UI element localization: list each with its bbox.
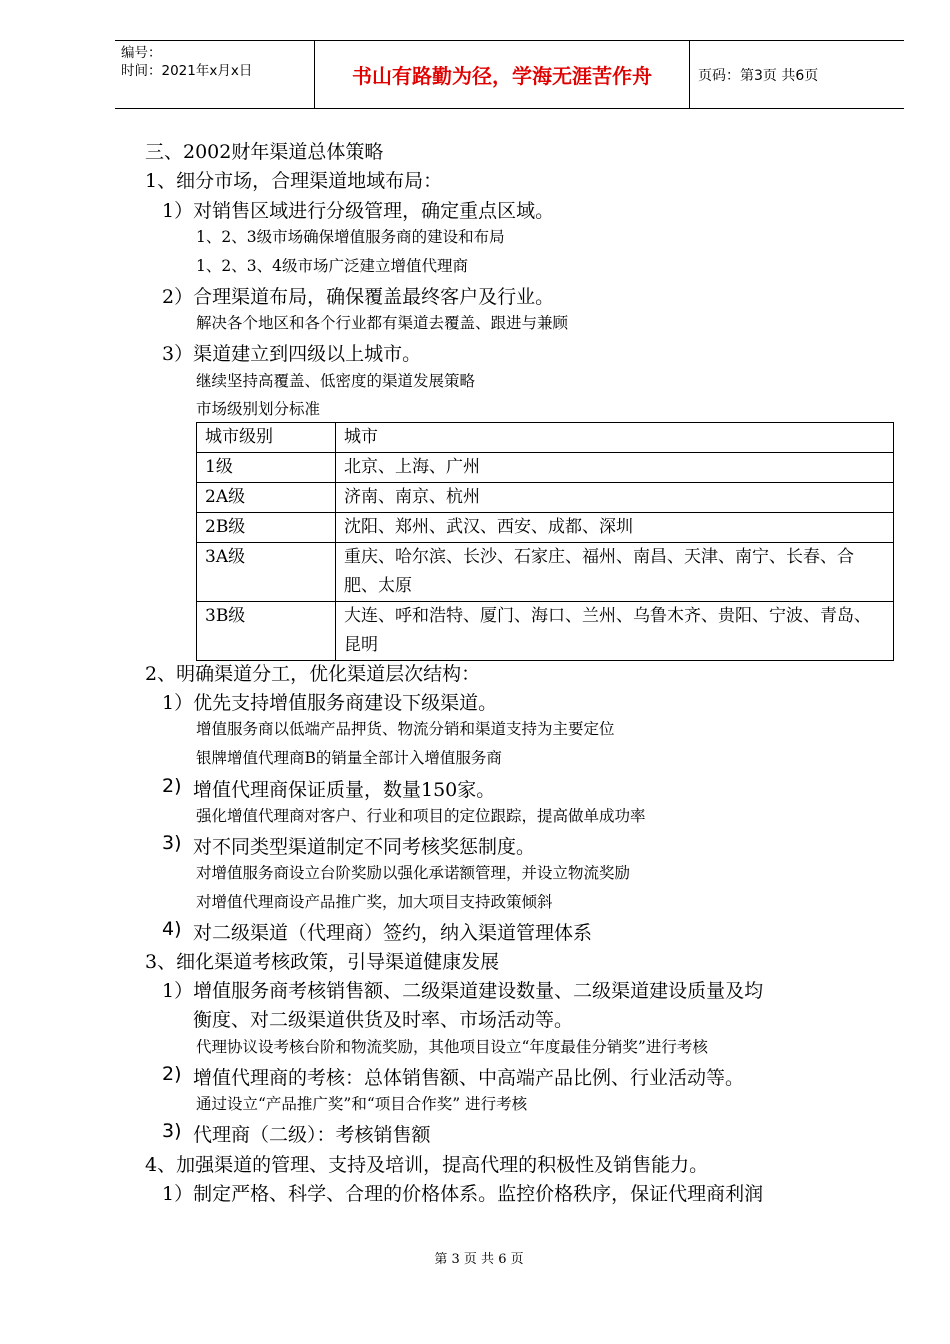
item-2-2-note: 强化增值代理商对客户、行业和项目的定位跟踪，提高做单成功率: [196, 807, 646, 825]
table-header-level: 城市级别: [197, 423, 336, 453]
section-4-heading: 4、加强渠道的管理、支持及培训，提高代理的积极性及销售能力。: [145, 1154, 709, 1176]
item-3-2: 增值代理商的考核：总体销售额、中高端产品比例、行业活动等。: [193, 1067, 745, 1089]
table-cell-cities: 沈阳、郑州、武汉、西安、成都、深圳: [336, 513, 894, 543]
table-cell-cities: 济南、南京、杭州: [336, 483, 894, 513]
table-row: [197, 513, 894, 543]
section-1-heading: 1、细分市场，合理渠道地域布局：: [145, 170, 443, 192]
item-3-1: 1）增值服务商考核销售额、二级渠道建设数量、二级渠道建设质量及均: [162, 980, 764, 1002]
item-3-1-note: 代理协议设考核台阶和物流奖励，其他项目设立“年度最佳分销奖”进行考核: [196, 1038, 708, 1056]
item-3-3: 代理商（二级）：考核销售额: [193, 1124, 431, 1146]
item-1-2-note: 解决各个地区和各个行业都有渠道去覆盖、跟进与兼顾: [196, 314, 569, 332]
item-1-3-note-a: 继续坚持高覆盖、低密度的渠道发展策略: [196, 372, 476, 390]
item-4-1: 1）制定严格、科学、合理的价格体系。监控价格秩序，保证代理商利润: [162, 1183, 764, 1205]
item-2-1-note-a: 增值服务商以低端产品押货、物流分销和渠道支持为主要定位: [196, 720, 615, 738]
table-cell-level: 3B级: [197, 602, 336, 661]
table-cell-level: 2B级: [197, 513, 336, 543]
section-3-heading: 3、细化渠道考核政策，引导渠道健康发展: [145, 951, 500, 973]
table-cell-cities: 北京、上海、广州: [336, 453, 894, 483]
item-3-2-number: 2): [162, 1063, 182, 1085]
item-1-1-note-a: 1、2、3级市场确保增值服务商的建设和布局: [196, 228, 505, 246]
header-meta: [115, 41, 315, 108]
section-2-heading: 2、明确渠道分工，优化渠道层次结构：: [145, 663, 481, 685]
table-header-city: 城市: [336, 423, 894, 453]
item-2-4-number: 4): [162, 918, 182, 940]
item-2-4: 对二级渠道（代理商）签约，纳入渠道管理体系: [193, 922, 593, 944]
table-row: [197, 543, 894, 602]
item-2-1-note-b: 银牌增值代理商B的销量全部计入增值服务商: [196, 749, 502, 767]
item-2-3-note-a: 对增值服务商设立台阶奖励以强化承诺额管理，并设立物流奖励: [196, 864, 631, 882]
item-1-1-note-b: 1、2、3、4级市场广泛建立增值代理商: [196, 257, 468, 275]
item-1-2: 2）合理渠道布局，确保覆盖最终客户及行业。: [162, 286, 555, 308]
header-number: 编号：: [121, 45, 162, 61]
item-1-3-note-b: 市场级别划分标准: [196, 400, 321, 418]
header-page-info: 页码：第3页 共6页: [698, 67, 819, 84]
table-row: [197, 483, 894, 513]
table-cell-cities: 重庆、哈尔滨、长沙、石家庄、福州、南昌、天津、南宁、长春、合肥、太原: [336, 543, 894, 602]
item-1-1: 1）对销售区域进行分级管理，确定重点区域。: [162, 200, 555, 222]
item-2-3: 对不同类型渠道制定不同考核奖惩制度。: [193, 836, 536, 858]
item-3-2-note: 通过设立“产品推广奖”和“项目合作奖” 进行考核: [196, 1095, 528, 1113]
page-footer: 第 3 页 共 6 页: [434, 1252, 524, 1267]
header-motto: 书山有路勤为径，学海无涯苦作舟: [315, 41, 690, 108]
table-cell-level: 3A级: [197, 543, 336, 602]
table-row: [197, 602, 894, 661]
city-level-table: [196, 422, 894, 661]
table-header-row: [197, 423, 894, 453]
page-header: [115, 40, 904, 109]
item-2-1: 1）优先支持增值服务商建设下级渠道。: [162, 692, 498, 714]
section-title: 三、2002财年渠道总体策略: [145, 141, 384, 163]
header-time: 时间：2021年x月x日: [121, 63, 253, 79]
table-cell-level: 1级: [197, 453, 336, 483]
item-2-3-note-b: 对增值代理商设产品推广奖，加大项目支持政策倾斜: [196, 893, 553, 911]
item-2-2-number: 2): [162, 775, 182, 797]
table-cell-level: 2A级: [197, 483, 336, 513]
item-1-3: 3）渠道建立到四级以上城市。: [162, 343, 422, 365]
item-2-2: 增值代理商保证质量，数量150家。: [193, 779, 496, 801]
item-3-3-number: 3): [162, 1120, 182, 1142]
table-cell-cities: 大连、呼和浩特、厦门、海口、兰州、乌鲁木齐、贵阳、宁波、青岛、昆明: [336, 602, 894, 661]
table-row: [197, 453, 894, 483]
item-3-1-cont: 衡度、对二级渠道供货及时率、市场活动等。: [193, 1009, 574, 1031]
item-2-3-number: 3): [162, 832, 182, 854]
